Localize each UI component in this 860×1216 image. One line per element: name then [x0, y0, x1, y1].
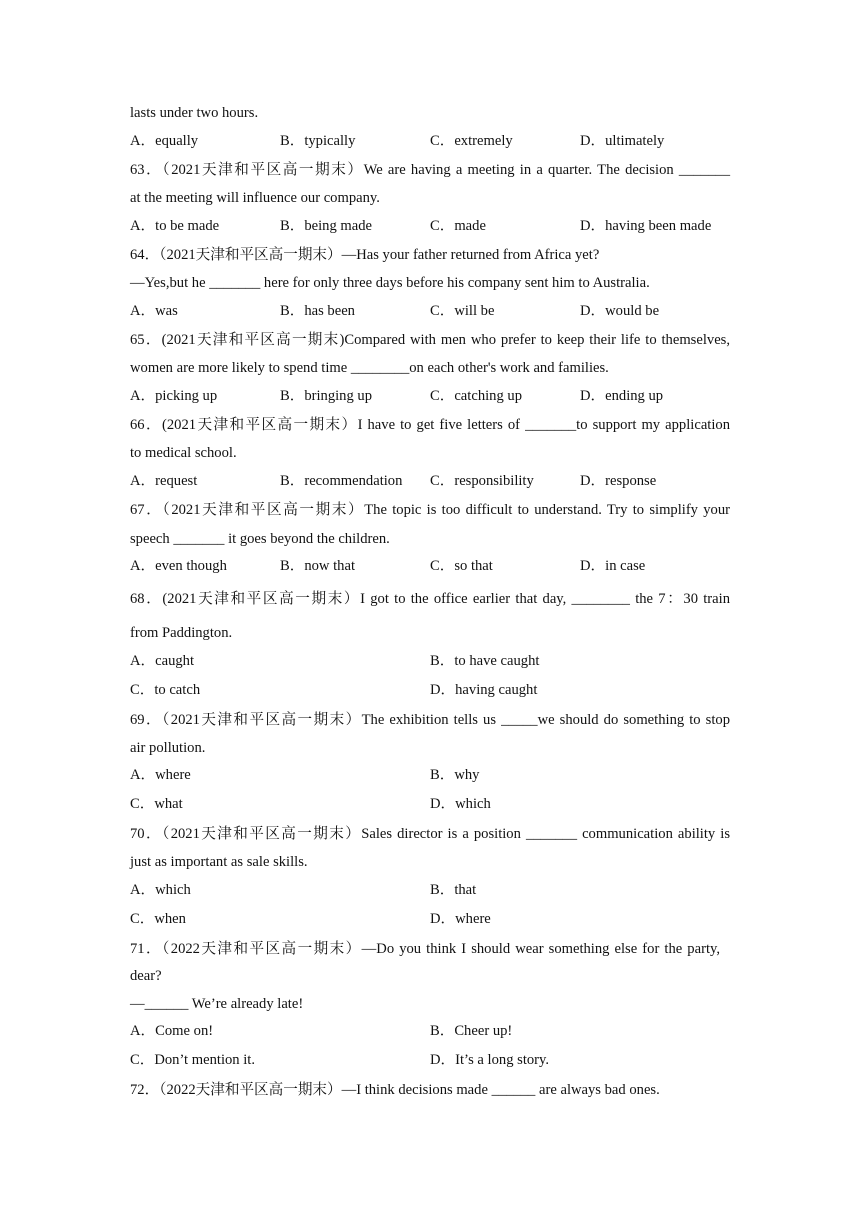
q62-option-b: B．typically	[280, 133, 356, 149]
q71-option-a: A．Come on!	[130, 1023, 214, 1039]
q63-option-c: C．made	[430, 218, 486, 234]
q68-option-a: A．caught	[130, 653, 195, 669]
q64-option-d: D．would be	[580, 303, 660, 319]
q63-option-b: B．being made	[280, 218, 373, 234]
q65-stem-cont: women are more likely to spend time ________on each other's work and families.	[130, 360, 609, 376]
q64-option-c: C．will be	[430, 303, 495, 319]
q70-option-d: D．where	[430, 911, 491, 927]
q65-stem: 65．(2021天津和平区高一期末)Compared with men who prefer to keep their life to themselves,	[130, 332, 730, 348]
q62-option-c: C．extremely	[430, 133, 513, 149]
q66-option-d: D．response	[580, 473, 657, 489]
q69-stem: 69．（2021天津和平区高一期末）The exhibition tells us _____we should do something to stop	[130, 712, 730, 728]
q62-option-d: D．ultimately	[580, 133, 665, 149]
q66-stem: 66．(2021天津和平区高一期末）I have to get five letters of _______to support my application	[130, 417, 730, 433]
q70-option-b: B．that	[430, 882, 477, 898]
q63-option-d: D．having been made	[580, 218, 712, 234]
q67-option-d: D．in case	[580, 558, 646, 574]
q63-stem-cont: at the meeting will influence our company.	[130, 190, 380, 206]
q63-stem: 63．（2021天津和平区高一期末）We are having a meeting in a quarter. The decision _______	[130, 162, 730, 178]
q71-option-c: C．Don’t mention it.	[130, 1052, 255, 1068]
q69-option-b: B．why	[430, 767, 480, 783]
q71-reply: —______ We’re already late!	[130, 996, 304, 1012]
q71-option-b: B．Cheer up!	[430, 1023, 513, 1039]
q64-stem: 64．（2021天津和平区高一期末）—Has your father returned from Africa yet?	[130, 247, 600, 263]
q69-option-d: D．which	[430, 796, 491, 812]
q64-option-a: A．was	[130, 303, 178, 319]
q64-option-b: B．has been	[280, 303, 355, 319]
q62-stem-tail: lasts under two hours.	[130, 105, 259, 121]
q71-stem-cont: dear?	[130, 968, 162, 984]
q67-stem-cont: speech _______ it goes beyond the children.	[130, 531, 390, 547]
q70-stem: 70．（2021天津和平区高一期末）Sales director is a position _______ communication ability is	[130, 826, 730, 842]
q70-stem-cont: just as important as sale skills.	[130, 854, 308, 870]
q68-option-b: B．to have caught	[430, 653, 540, 669]
q67-option-a: A．even though	[130, 558, 227, 574]
q68-option-c: C．to catch	[130, 682, 201, 698]
q66-option-c: C．responsibility	[430, 473, 534, 489]
q66-option-a: A．request	[130, 473, 198, 489]
q65-option-a: A．picking up	[130, 388, 218, 404]
q66-option-b: B．recommendation	[280, 473, 403, 489]
q70-option-a: A．which	[130, 882, 191, 898]
q67-option-c: C．so that	[430, 558, 493, 574]
q67-option-b: B．now that	[280, 558, 355, 574]
q71-stem: 71．（2022天津和平区高一期末）—Do you think I should wear something else for the party,	[130, 941, 720, 957]
q65-option-b: B．bringing up	[280, 388, 373, 404]
q72-stem: 72．（2022天津和平区高一期末）—I think decisions made ______ are always bad ones.	[130, 1082, 660, 1098]
q63-option-a: A．to be made	[130, 218, 220, 234]
q62-option-a: A．equally	[130, 133, 199, 149]
q71-option-d: D．It’s a long story.	[430, 1052, 550, 1068]
q70-option-c: C．when	[130, 911, 186, 927]
q68-option-d: D．having caught	[430, 682, 538, 698]
q64-stem-cont: —Yes,but he _______ here for only three days before his company sent him to Australia.	[130, 275, 650, 291]
q69-stem-cont: air pollution.	[130, 740, 206, 756]
q68-stem: 68．(2021天津和平区高一期末）I got to the office earlier that day, ________ the 7：30 train	[130, 591, 730, 607]
q69-option-c: C．what	[130, 796, 183, 812]
q65-option-d: D．ending up	[580, 388, 664, 404]
q69-option-a: A．where	[130, 767, 191, 783]
q67-stem: 67．（2021天津和平区高一期末）The topic is too difficult to understand. Try to simplify your	[130, 502, 730, 518]
q65-option-c: C．catching up	[430, 388, 523, 404]
q66-stem-cont: to medical school.	[130, 445, 237, 461]
q68-stem-cont: from Paddington.	[130, 625, 233, 641]
